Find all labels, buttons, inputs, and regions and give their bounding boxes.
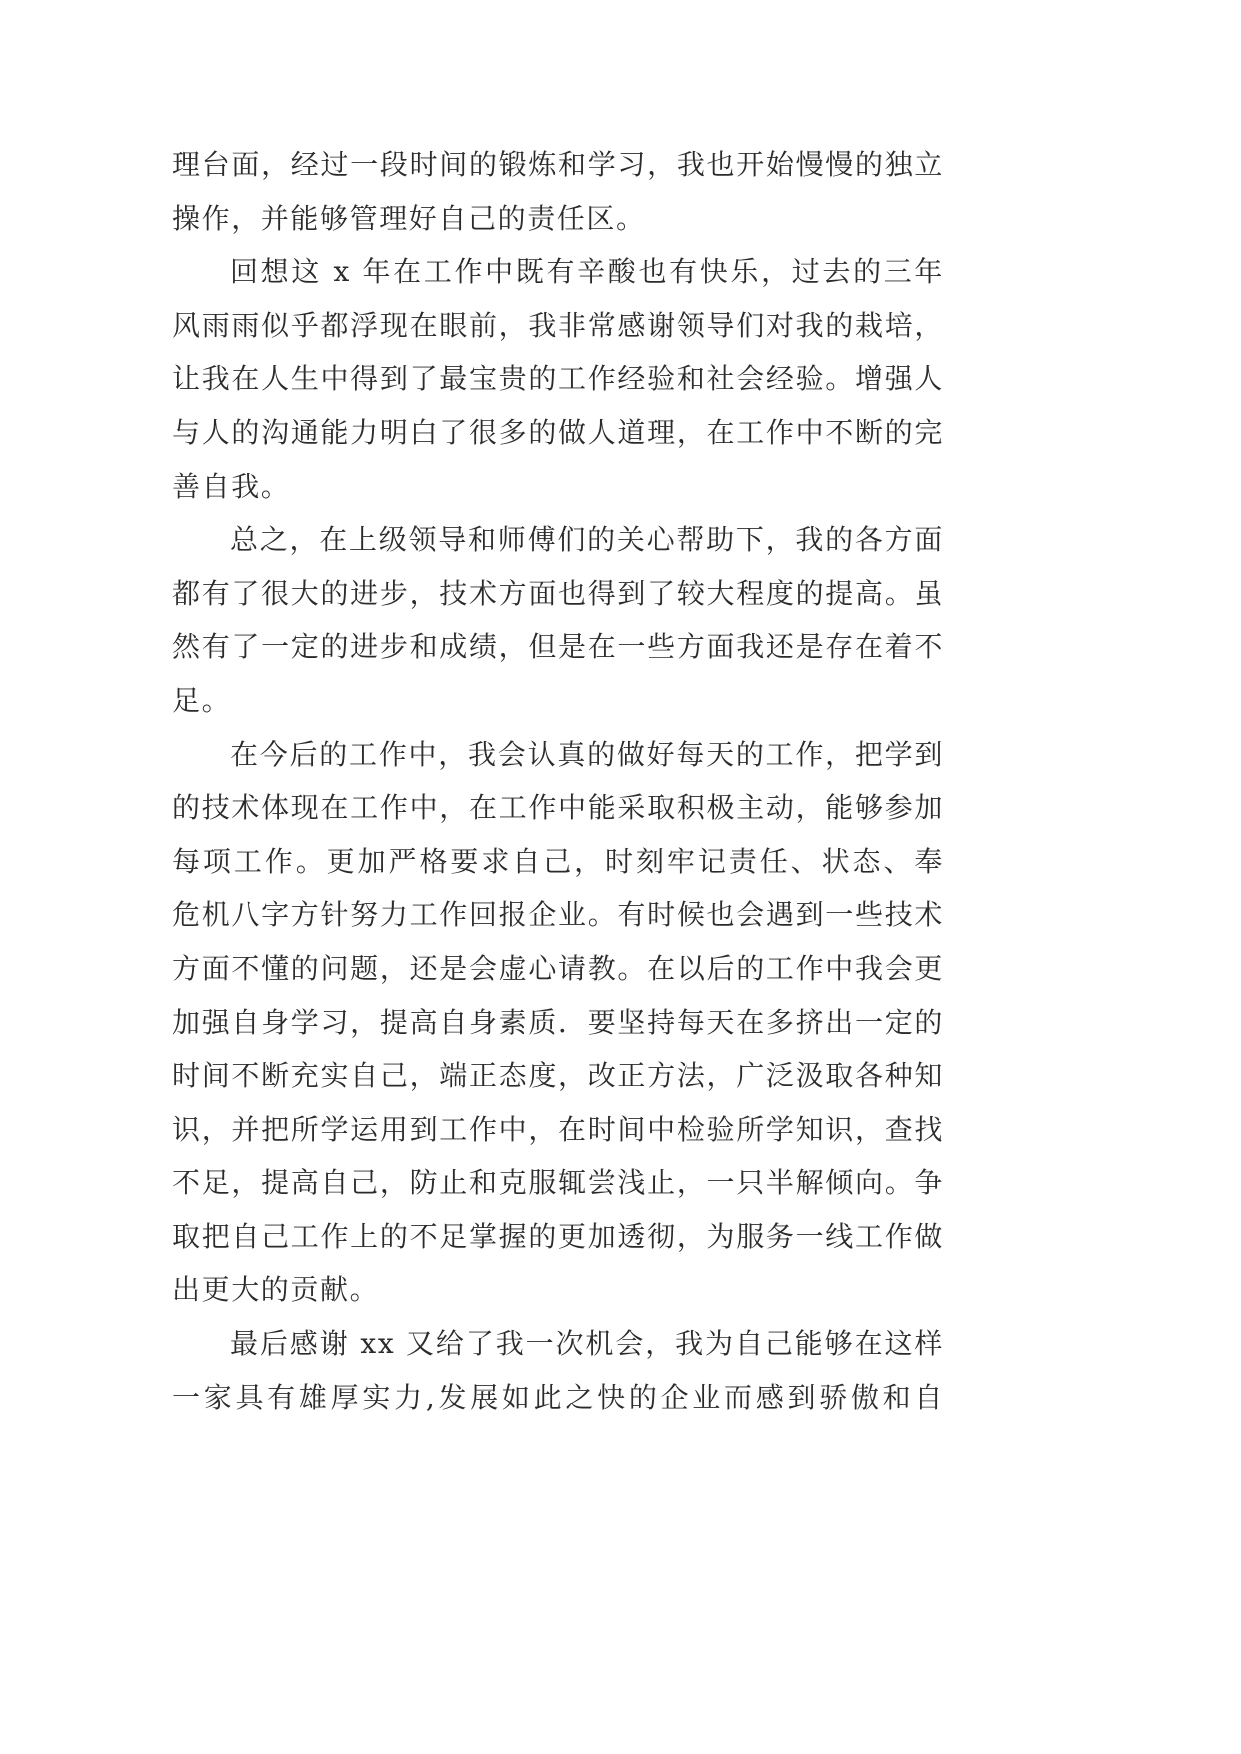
text-line: 在今后的工作中，我会认真的做好每天的工作，把学到: [230, 737, 944, 771]
paragraph: [172, 138, 944, 245]
paragraph: [172, 728, 944, 1318]
paragraph: [172, 245, 944, 513]
text-line: 一家具有雄厚实力,发展如此之快的企业而感到骄傲和自: [172, 1380, 944, 1414]
text-line: 然有了一定的进步和成绩，但是在一些方面我还是存在着不: [172, 630, 944, 664]
text-line: 都有了很大的进步，技术方面也得到了较大程度的提高。虽: [172, 576, 944, 610]
text-line: 取把自己工作上的不足掌握的更加透彻，为服务一线工作做: [172, 1219, 944, 1253]
text-line: 识，并把所学运用到工作中，在时间中检验所学知识，查找: [172, 1112, 944, 1146]
paragraph: [172, 1317, 944, 1424]
text-line: 加强自身学习，提高自身素质．要坚持每天在多挤出一定的: [172, 1005, 944, 1039]
text-line: 与人的沟通能力明白了很多的做人道理，在工作中不断的完: [172, 415, 944, 449]
text-line: 让我在人生中得到了最宝贵的工作经验和社会经验。增强人: [172, 362, 944, 396]
text-line: 出更大的贡献。: [172, 1273, 380, 1307]
document-body: [172, 138, 944, 1424]
text-line: 每项工作。更加严格要求自己，时刻牢记责任、状态、奉: [172, 844, 944, 878]
text-line: 方面不懂的问题，还是会虚心请教。在以后的工作中我会更: [172, 951, 944, 985]
text-line: 回想这 x 年在工作中既有辛酸也有快乐，过去的三年: [230, 255, 944, 289]
text-line: 危机八字方针努力工作回报企业。有时候也会遇到一些技术: [172, 898, 944, 932]
text-line: 时间不断充实自己，端正态度，改正方法，广泛汲取各种知: [172, 1059, 944, 1093]
text-line: 操作，并能够管理好自己的责任区。: [172, 201, 646, 235]
text-line: 善自我。: [172, 469, 291, 503]
text-line: 不足，提高自己，防止和克服辄尝浅止，一只半解倾向。争: [172, 1166, 944, 1200]
text-line: 的技术体现在工作中，在工作中能采取积极主动，能够参加: [172, 791, 944, 825]
text-line: 风雨雨似乎都浮现在眼前，我非常感谢领导们对我的栽培，: [172, 308, 944, 342]
text-line: 总之，在上级领导和师傅们的关心帮助下，我的各方面: [230, 523, 944, 557]
text-line: 最后感谢 xx 又给了我一次机会，我为自己能够在这样: [230, 1327, 944, 1361]
paragraph: [172, 513, 944, 727]
text-line: 理台面，经过一段时间的锻炼和学习，我也开始慢慢的独立: [172, 148, 944, 181]
text-line: 足。: [172, 683, 232, 717]
